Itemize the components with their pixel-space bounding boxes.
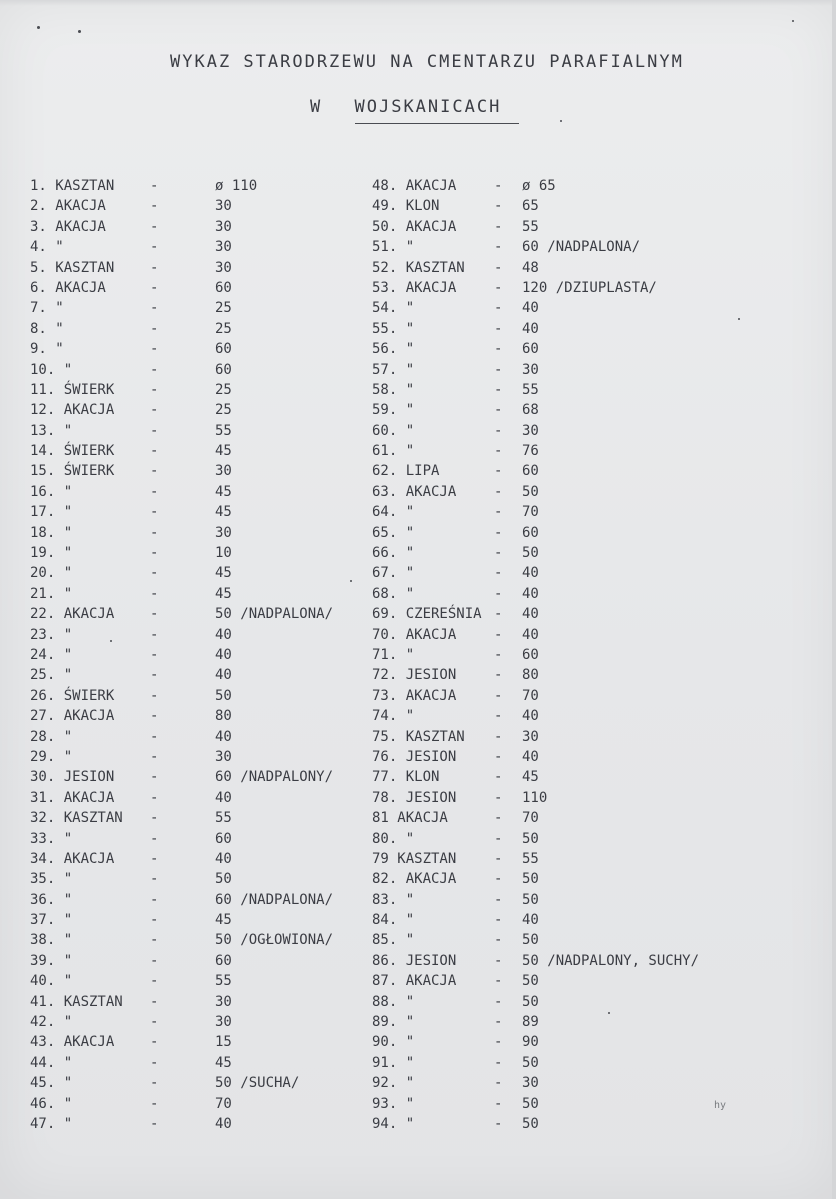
tree-label: 90. " [372,1034,415,1051]
tree-label: 10. " [30,361,73,378]
tree-diameter: 40 [522,585,539,602]
tree-diameter: 30 [522,422,539,439]
tree-label: 6. AKACJA [30,279,106,296]
tree-diameter: 110 [522,789,548,806]
tree-diameter: 40 [522,708,539,725]
entry-dash: - [150,341,159,358]
tree-diameter: 25 [215,300,232,317]
entry-dash: - [494,524,503,541]
entry-dash: - [494,606,503,623]
tree-diameter: 70 [522,687,539,704]
tree-label: 82. AKACJA [372,871,457,888]
tree-label: 2. AKACJA [30,198,106,215]
entry-dash: - [494,381,503,398]
entry-dash: - [150,769,159,786]
subtitle-prefix: W [310,97,323,117]
entry-dash: - [494,891,503,908]
entry-dash: - [150,361,159,378]
tree-label: 38. " [30,932,73,949]
tree-label: 44. " [30,1054,73,1071]
entry-dash: - [150,504,159,521]
tree-label: 67. " [372,565,415,582]
entry-dash: - [150,565,159,582]
entry-dash: - [150,789,159,806]
entry-dash: - [150,728,159,745]
entry-dash: - [494,830,503,847]
entry-dash: - [150,320,159,337]
subtitle-place: WOJSKANICACH [355,97,520,124]
tree-label: 72. JESION [372,667,457,684]
entry-dash: - [494,1115,503,1132]
tree-label: 21. " [30,585,73,602]
tree-label: 69. CZEREŚNIA [372,606,482,623]
entry-dash: - [150,1014,159,1031]
tree-label: 50. AKACJA [372,218,457,235]
tree-diameter: 40 [215,667,232,684]
tree-diameter: 60 [522,524,539,541]
tree-diameter: 50 [522,871,539,888]
paper-speck [792,20,794,22]
entry-dash: - [494,585,503,602]
tree-label: 54. " [372,300,415,317]
tree-diameter: 40 [522,626,539,643]
tree-label: 8. " [30,320,64,337]
tree-label: 28. " [30,728,73,745]
tree-label: 88. " [372,993,415,1010]
entry-dash: - [494,748,503,765]
tree-label: 35. " [30,871,73,888]
paper-speck [738,318,740,320]
entry-dash: - [494,341,503,358]
tree-label: 65. " [372,524,415,541]
tree-label: 36. " [30,891,73,908]
tree-label: 80. " [372,830,415,847]
tree-label: 70. AKACJA [372,626,457,643]
entry-dash: - [150,1095,159,1112]
entry-dash: - [494,279,503,296]
tree-diameter: 50 /SUCHA/ [215,1075,300,1092]
entry-dash: - [494,952,503,969]
tree-diameter: 50 /NADPALONY, SUCHY/ [522,952,700,969]
tree-diameter: 55 [215,422,232,439]
tree-label: 79 KASZTAN [372,850,457,867]
entry-dash: - [494,871,503,888]
corner-mark: hy [713,1100,726,1111]
entry-dash: - [494,810,503,827]
tree-label: 19. " [30,545,73,562]
tree-label: 4. " [30,239,64,256]
tree-label: 87. AKACJA [372,973,457,990]
tree-label: 92. " [372,1075,415,1092]
tree-diameter: 60 [215,830,232,847]
entry-dash: - [150,1075,159,1092]
tree-label: 56. " [372,341,415,358]
tree-diameter: 50 [522,1095,539,1112]
entry-dash: - [494,320,503,337]
entry-dash: - [150,239,159,256]
entry-dash: - [494,198,503,215]
tree-label: 62. LIPA [372,463,440,480]
entry-dash: - [494,361,503,378]
tree-diameter: 50 [522,1054,539,1071]
entry-dash: - [150,993,159,1010]
tree-diameter: 60 [215,341,232,358]
tree-diameter: 50 [522,891,539,908]
entry-dash: - [494,1034,503,1051]
tree-label: 18. " [30,524,73,541]
tree-diameter: 48 [522,259,539,276]
entry-dash: - [150,830,159,847]
tree-label: 14. ŚWIERK [30,443,115,460]
tree-diameter: 40 [215,728,232,745]
tree-label: 17. " [30,504,73,521]
entry-dash: - [494,443,503,460]
tree-diameter: 30 [215,239,232,256]
tree-label: 29. " [30,748,73,765]
tree-diameter: 45 [522,769,539,786]
entry-dash: - [494,218,503,235]
tree-label: 5. KASZTAN [30,259,115,276]
entry-dash: - [494,1075,503,1092]
tree-label: 94. " [372,1115,415,1132]
tree-diameter: 50 [522,993,539,1010]
tree-diameter: 30 [215,198,232,215]
entry-dash: - [150,463,159,480]
tree-label: 81 AKACJA [372,810,448,827]
tree-diameter: 90 [522,1034,539,1051]
tree-label: 77. KLON [372,769,440,786]
entry-dash: - [494,646,503,663]
tree-label: 78. JESION [372,789,457,806]
tree-label: 27. AKACJA [30,708,115,725]
tree-diameter: 30 [215,218,232,235]
entry-dash: - [150,646,159,663]
tree-diameter: 60 [522,463,539,480]
entry-dash: - [150,687,159,704]
tree-label: 85. " [372,932,415,949]
tree-diameter: 30 [215,993,232,1010]
entry-dash: - [150,1034,159,1051]
document-title: WYKAZ STARODRZEWU NA CMENTARZU PARAFIALNYM [170,52,684,72]
tree-diameter: 50 [522,973,539,990]
entry-dash: - [150,483,159,500]
entry-dash: - [150,850,159,867]
tree-label: 49. KLON [372,198,440,215]
entry-dash: - [494,850,503,867]
tree-label: 53. AKACJA [372,279,457,296]
tree-label: 46. " [30,1095,73,1112]
entry-dash: - [494,1054,503,1071]
tree-label: 12. AKACJA [30,402,115,419]
tree-diameter: 40 [522,300,539,317]
entry-dash: - [494,789,503,806]
entry-dash: - [150,300,159,317]
tree-label: 63. AKACJA [372,483,457,500]
entry-dash: - [150,626,159,643]
tree-diameter: 45 [215,912,232,929]
entry-dash: - [494,463,503,480]
entry-dash: - [150,912,159,929]
tree-label: 89. " [372,1014,415,1031]
tree-label: 55. " [372,320,415,337]
paper-speck [110,640,112,642]
tree-label: 34. AKACJA [30,850,115,867]
tree-diameter: 50 /OGŁOWIONA/ [215,932,334,949]
tree-diameter: 45 [215,504,232,521]
entry-dash: - [150,198,159,215]
tree-diameter: 30 [215,463,232,480]
page-top-edge [0,0,836,6]
tree-label: 33. " [30,830,73,847]
tree-diameter: 45 [215,443,232,460]
tree-diameter: 50 [522,545,539,562]
tree-diameter: 40 [215,789,232,806]
tree-diameter: 45 [215,585,232,602]
tree-diameter: 40 [215,1115,232,1132]
tree-label: 76. JESION [372,748,457,765]
entry-dash: - [150,218,159,235]
tree-diameter: 40 [215,850,232,867]
page-right-edge [832,0,836,1199]
tree-label: 60. " [372,422,415,439]
entry-dash: - [150,1115,159,1132]
tree-label: 13. " [30,422,73,439]
tree-label: 48. AKACJA [372,178,457,194]
tree-diameter: 65 [522,198,539,215]
entry-dash: - [150,545,159,562]
tree-label: 84. " [372,912,415,929]
tree-label: 40. " [30,973,73,990]
tree-label: 45. " [30,1075,73,1092]
paper-speck [37,26,40,29]
tree-label: 52. KASZTAN [372,259,465,276]
tree-label: 39. " [30,952,73,969]
tree-diameter: 50 /NADPALONA/ [215,606,334,623]
tree-label: 47. " [30,1115,73,1132]
tree-diameter: 55 [522,218,539,235]
tree-diameter: 30 [215,259,232,276]
document-subtitle [310,97,519,117]
entry-dash: - [150,748,159,765]
entry-dash: - [150,443,159,460]
tree-diameter: 60 [215,952,232,969]
tree-diameter: 80 [522,667,539,684]
tree-diameter: 70 [522,504,539,521]
tree-label: 71. " [372,646,415,663]
entry-dash: - [150,973,159,990]
tree-diameter: 30 [215,524,232,541]
entry-dash: - [150,871,159,888]
tree-diameter: 55 [522,850,539,867]
paper-speck [350,580,352,582]
tree-diameter: 70 [215,1095,232,1112]
entry-dash: - [150,585,159,602]
tree-diameter: 40 [522,565,539,582]
entry-dash: - [150,178,159,194]
tree-diameter: 10 [215,545,232,562]
tree-label: 9. " [30,341,64,358]
entry-dash: - [494,239,503,256]
entry-dash: - [494,912,503,929]
tree-label: 64. " [372,504,415,521]
tree-label: 73. AKACJA [372,687,457,704]
tree-label: 68. " [372,585,415,602]
tree-diameter: 55 [215,973,232,990]
entry-dash: - [494,687,503,704]
entry-dash: - [494,1014,503,1031]
tree-diameter: 55 [522,381,539,398]
entry-dash: - [150,810,159,827]
tree-label: 91. " [372,1054,415,1071]
entry-dash: - [150,279,159,296]
tree-label: 7. " [30,300,64,317]
tree-diameter: 45 [215,1054,232,1071]
entry-dash: - [494,973,503,990]
tree-diameter: 30 [215,1014,232,1031]
tree-diameter: 50 [522,830,539,847]
entry-dash: - [494,178,503,194]
tree-diameter: 68 [522,402,539,419]
tree-label: 41. KASZTAN [30,993,123,1010]
tree-diameter: 40 [215,646,232,663]
entry-dash: - [150,524,159,541]
tree-label: 83. " [372,891,415,908]
tree-label: 1. KASZTAN [30,178,115,194]
tree-label: 20. " [30,565,73,582]
tree-label: 30. JESION [30,769,115,786]
tree-diameter: 60 [215,361,232,378]
paper-speck [560,120,562,122]
tree-diameter: 40 [522,748,539,765]
tree-diameter: 50 [522,932,539,949]
tree-label: 22. AKACJA [30,606,115,623]
entry-dash: - [494,769,503,786]
entry-dash: - [494,728,503,745]
tree-diameter: 70 [522,810,539,827]
tree-diameter: 60 [522,646,539,663]
tree-label: 31. AKACJA [30,789,115,806]
entry-dash: - [494,565,503,582]
tree-label: 51. " [372,239,415,256]
tree-diameter: 25 [215,402,232,419]
tree-label: 25. " [30,667,73,684]
tree-diameter: ø 65 [522,178,556,194]
tree-diameter: 89 [522,1014,539,1031]
tree-diameter: 40 [522,320,539,337]
tree-diameter: 60 /NADPALONA/ [215,891,334,908]
entry-dash: - [494,259,503,276]
tree-diameter: 50 [522,1115,539,1132]
tree-diameter: 50 [215,687,232,704]
entry-dash: - [494,667,503,684]
entry-dash: - [150,667,159,684]
tree-label: 23. " [30,626,73,643]
tree-diameter: 60 /NADPALONY/ [215,769,334,786]
tree-diameter: 45 [215,565,232,582]
entry-dash: - [150,402,159,419]
tree-label: 24. " [30,646,73,663]
tree-diameter: 76 [522,443,539,460]
tree-label: 61. " [372,443,415,460]
entry-dash: - [494,932,503,949]
tree-label: 74. " [372,708,415,725]
tree-diameter: 30 [522,728,539,745]
tree-label: 3. AKACJA [30,218,106,235]
tree-diameter: 40 [522,606,539,623]
tree-diameter: 80 [215,708,232,725]
tree-diameter: 30 [522,1075,539,1092]
tree-diameter: 50 [215,871,232,888]
entry-dash: - [150,708,159,725]
entry-dash: - [494,483,503,500]
tree-diameter: 15 [215,1034,232,1051]
paper-speck [608,1012,610,1014]
tree-diameter: 25 [215,381,232,398]
entry-dash: - [494,300,503,317]
tree-diameter: 25 [215,320,232,337]
entry-dash: - [494,626,503,643]
tree-label: 16. " [30,483,73,500]
tree-label: 42. " [30,1014,73,1031]
entry-dash: - [494,708,503,725]
tree-diameter: 40 [522,912,539,929]
tree-label: 11. ŚWIERK [30,381,115,398]
tree-label: 15. ŚWIERK [30,463,115,480]
tree-diameter: 30 [522,361,539,378]
tree-label: 59. " [372,402,415,419]
entry-dash: - [494,993,503,1010]
tree-diameter: 45 [215,483,232,500]
tree-label: 75. KASZTAN [372,728,465,745]
tree-label: 93. " [372,1095,415,1112]
tree-diameter: 40 [215,626,232,643]
tree-diameter: 60 [522,341,539,358]
entry-dash: - [150,891,159,908]
entry-dash: - [494,545,503,562]
entry-dash: - [494,1095,503,1112]
entry-dash: - [150,1054,159,1071]
tree-label: 86. JESION [372,952,457,969]
tree-diameter: 50 [522,483,539,500]
tree-label: 32. KASZTAN [30,810,123,827]
entry-dash: - [494,422,503,439]
tree-label: 58. " [372,381,415,398]
tree-diameter: ø 110 [215,178,258,194]
entry-dash: - [150,422,159,439]
entry-dash: - [150,606,159,623]
tree-diameter: 55 [215,810,232,827]
tree-diameter: 30 [215,748,232,765]
tree-diameter: 60 /NADPALONA/ [522,239,641,256]
entry-dash: - [494,504,503,521]
tree-diameter: 120 /DZIUPLASTA/ [522,279,657,296]
tree-label: 37. " [30,912,73,929]
paper-speck [78,30,81,33]
tree-diameter: 60 [215,279,232,296]
tree-label: 57. " [372,361,415,378]
entry-dash: - [494,402,503,419]
tree-label: 66. " [372,545,415,562]
entry-dash: - [150,259,159,276]
tree-label: 26. ŚWIERK [30,687,115,704]
tree-label: 43. AKACJA [30,1034,115,1051]
entry-dash: - [150,952,159,969]
entry-dash: - [150,932,159,949]
entry-dash: - [150,381,159,398]
